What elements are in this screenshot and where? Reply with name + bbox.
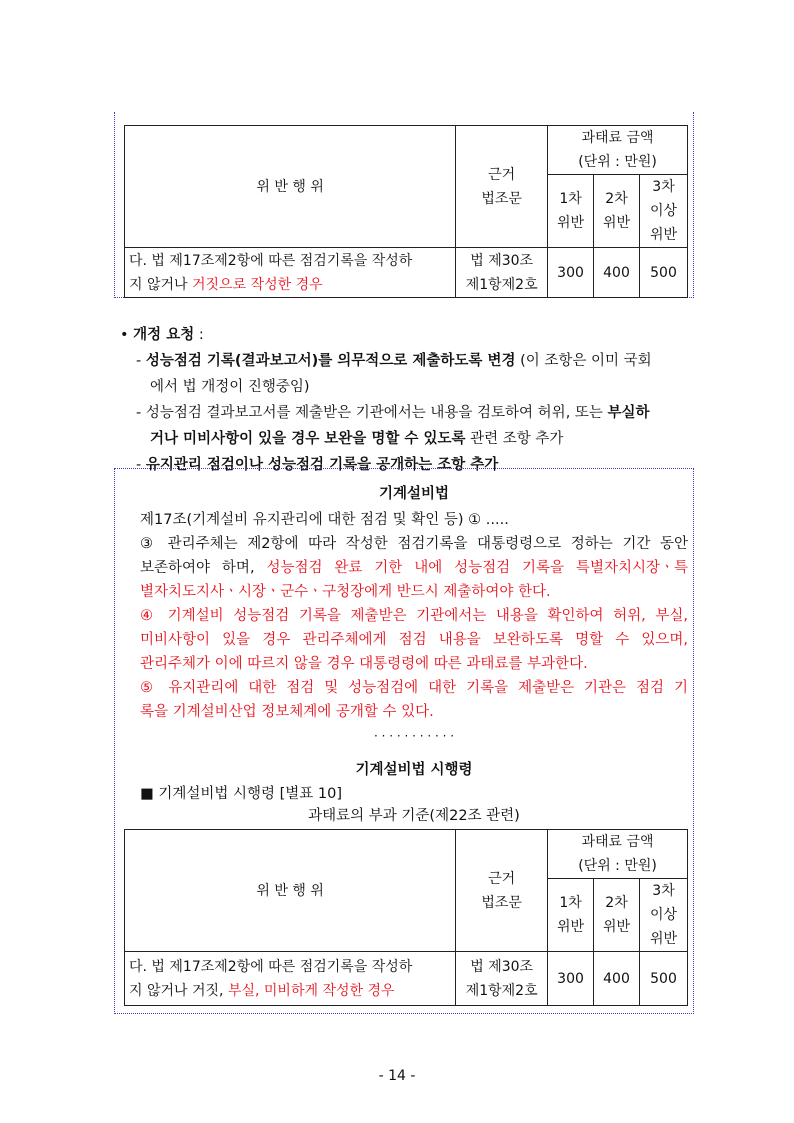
law-para-5-line-2: 록을 기계설비산업 정보체계에 공개할 수 있다. [140,704,434,720]
fine-table-current [124,125,688,298]
law-title: 기계설비법 [378,486,450,502]
omission-dots: · · · · · · · · · · · [373,729,455,743]
fine-third-cell: 500 [640,248,688,298]
law-para-5-line-1: ⑤ 유지관리에 대한 점검 및 성능점검에 대한 기록을 제출받은 기관은 점검 기 [140,680,688,696]
law-para-3-line-2: 보존하여야 하며, 성능점검 완료 기한 내에 성능점검 기록을 특별자치시장ㆍ특 [140,560,688,576]
second-violation-header: 2차 위반 [594,175,640,248]
revision-request [120,322,700,478]
first-violation-header: 1차 위반 [548,175,594,248]
third-violation-header: 3차 이상 위반 [640,175,688,248]
basis-header: 근거 법조문 [456,126,548,248]
basis-header: 근거 법조문 [456,830,548,952]
violation-cell: 다. 법 제17조제2항에 따른 점검기록을 작성하 지 않거나 거짓, 부실, 미비하게 작성한 경우 [125,952,456,1006]
fine-first-cell: 300 [548,248,594,298]
basis-cell: 법 제30조 제1항제2호 [456,952,548,1006]
fine-second-cell: 400 [594,952,640,1006]
law-para-4-line-3: 관리주체가 이에 따르지 않을 경우 대통령령에 따른 과태료를 부과한다. [140,656,588,672]
law-para-4-line-2: 미비사항이 있을 경우 관리주체에게 점검 내용을 보완하도록 명할 수 있으며, [140,632,688,648]
third-violation-header: 3차 이상 위반 [640,879,688,952]
fine-second-cell: 400 [594,248,640,298]
law-article: 제17조(기계설비 유지관리에 대한 점검 및 확인 등) ① ..... [140,512,509,528]
request-item-2: - 성능점검 결과보고서를 제출받은 기관에서는 내용을 검토하여 허위, 또는 부실하 [136,405,650,421]
square-bullet-icon: ■ [140,786,154,802]
request-item-1-cont: 에서 법 개정이 진행중임) [150,379,310,395]
fine-table-proposed [124,829,688,1006]
request-item-2-cont: 거나 미비사항이 있을 경우 보완을 명할 수 있도록 관련 조항 추가 [150,431,564,447]
basis-cell: 법 제30조 제1항제2호 [456,248,548,298]
decree-reference: ■ 기계설비법 시행령 [별표 10] [140,786,342,802]
law-para-3-line-3: 별자치도지사ㆍ시장ㆍ군수ㆍ구청장에게 반드시 제출하여야 한다. [140,584,551,600]
first-violation-header: 1차 위반 [548,879,594,952]
request-title: • 개정 요청 : [120,327,204,343]
amount-header: 과태료 금액 (단위 : 만원) [548,830,688,879]
violation-cell: 다. 법 제17조제2항에 따른 점검기록을 작성하 지 않거나 거짓으로 작성한 경우 [125,248,456,298]
violation-header: 위 반 행 위 [125,830,456,952]
request-item-3: - 유지관리 점검이나 성능점검 기록을 공개하는 조항 추가 [136,457,499,473]
fine-third-cell: 500 [640,952,688,1006]
second-violation-header: 2차 위반 [594,879,640,952]
page-number: - 14 - [378,1068,416,1084]
amount-header: 과태료 금액 (단위 : 만원) [548,126,688,175]
fine-first-cell: 300 [548,952,594,1006]
law-para-4-line-1: ④ 기계설비 성능점검 기록을 제출받은 기관에서는 내용을 확인하여 허위, 부실, [140,608,688,624]
law-para-3-line-1: ③ 관리주체는 제2항에 따라 작성한 점검기록을 대통령령으로 정하는 기간 동안 [140,536,688,552]
violation-header: 위 반 행 위 [125,126,456,248]
decree-subtitle: 과태료의 부과 기준(제22조 관련) [308,808,520,824]
request-item-1: - 성능점검 기록(결과보고서)를 의무적으로 제출하도록 변경 (이 조항은 이미 국회 [136,353,652,369]
decree-title: 기계설비법 시행령 [355,762,473,778]
